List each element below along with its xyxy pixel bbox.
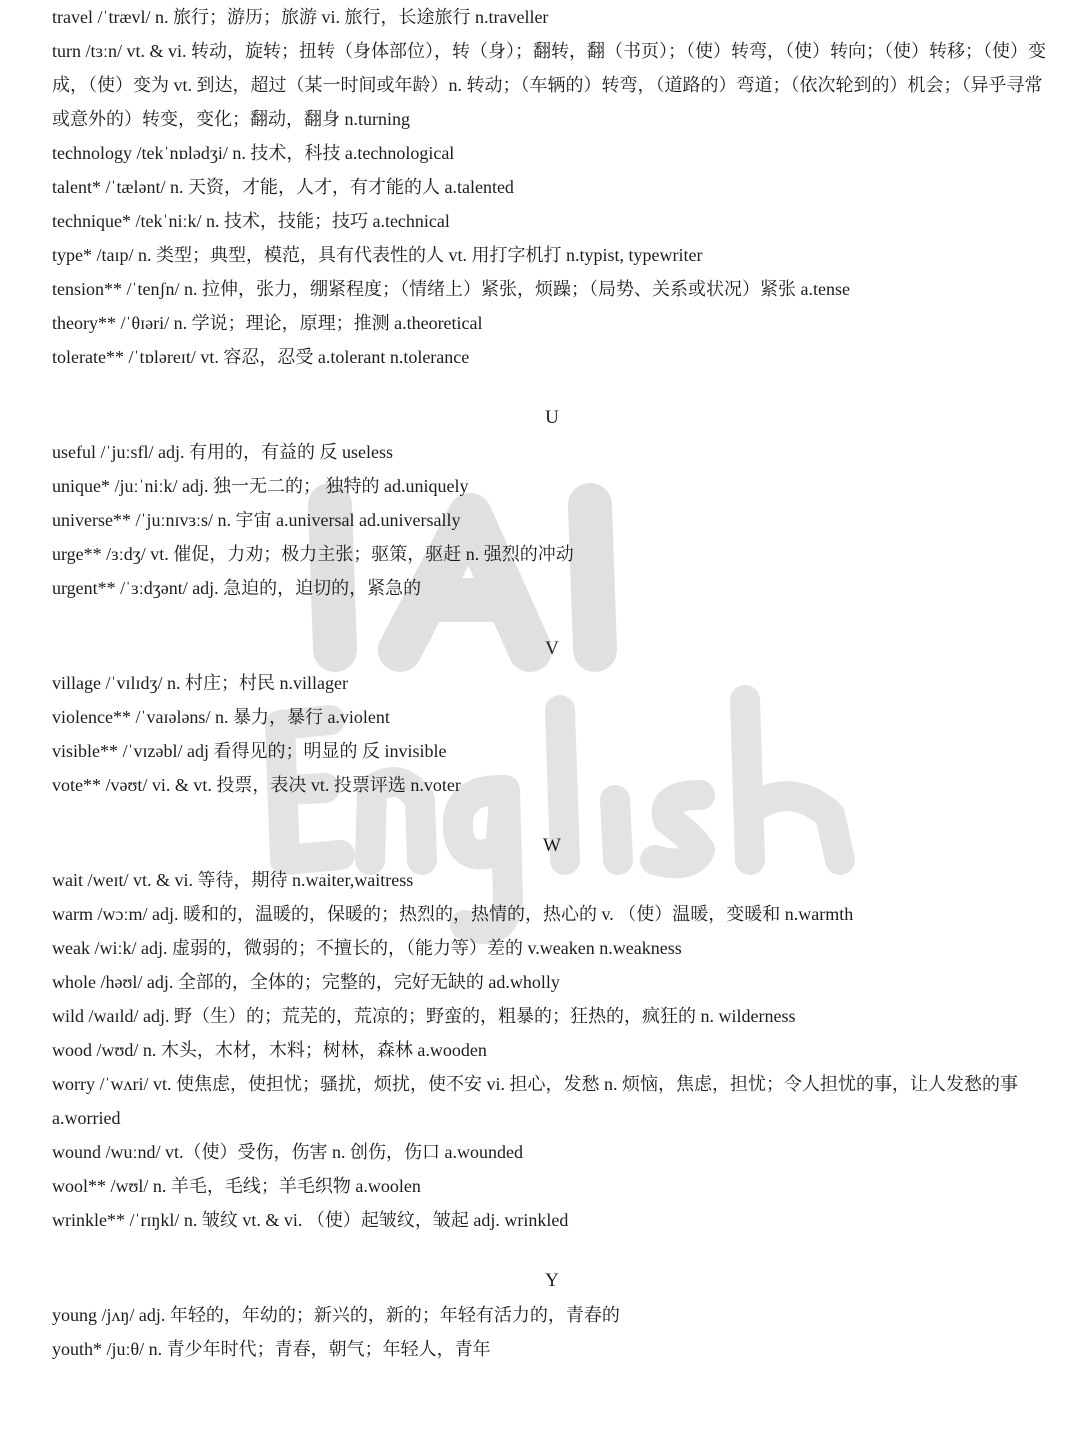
vocab-entry: weak /wiːk/ adj. 虚弱的，微弱的；不擅长的，（能力等）差的 v.weaken n.weakness (52, 938, 682, 958)
watermark-text-1: IAI (538, 649, 542, 651)
vocab-entry: tolerate** /ˈtɒləreɪt/ vt. 容忍，忍受 a.tolerant n.tolerance (52, 347, 470, 367)
vocab-entry: wild /waɪld/ adj. 野（生）的；荒芜的，荒凉的；野蛮的，粗暴的；狂热的，疯狂的 n. wilderness (52, 1006, 796, 1026)
watermark-text-2: English (536, 859, 544, 861)
section-letter-heading: V (545, 638, 559, 659)
vocab-entry: wool** /wʊl/ n. 羊毛，毛线；羊毛织物 a.woolen (52, 1176, 421, 1196)
vocab-entry: universe** /ˈjuːnɪvɜːs/ n. 宇宙 a.universal ad.universally (52, 510, 461, 530)
vocab-entry: worry /ˈwʌri/ vt. 使焦虑，使担忧；骚扰，烦扰，使不安 vi. 担心，发愁 n. 烦恼，焦虑，担忧；令人担忧的事，让人发愁的事 a.worried (52, 1074, 1018, 1128)
vocab-entry: youth* /juːθ/ n. 青少年时代；青春，朝气；年轻人，青年 (52, 1339, 491, 1359)
vocab-entry: wood /wʊd/ n. 木头，木材，木料；树林，森林 a.wooden (52, 1040, 487, 1060)
vocab-entry: vote** /vəʊt/ vi. & vt. 投票，表决 vt. 投票评选 n.voter (52, 775, 461, 795)
vocab-entry: technology /tekˈnɒlədʒi/ n. 技术，科技 a.technological (52, 143, 455, 163)
vocab-entry: theory** /ˈθɪəri/ n. 学说；理论，原理；推测 a.theoretical (52, 313, 483, 333)
section-spacer (52, 374, 1052, 401)
vocab-entry: technique* /tekˈniːk/ n. 技术，技能；技巧 a.technical (52, 211, 450, 231)
vocab-entry: urge** /ɜːdʒ/ vt. 催促，力劝；极力主张；驱策，驱赶 n. 强烈的冲动 (52, 544, 574, 564)
section-letter-heading: Y (545, 1270, 559, 1291)
vocab-entry: warm /wɔːm/ adj. 暖和的，温暖的，保暖的；热烈的，热情的，热心的 v. （使）温暖，变暖和 n.warmth (52, 904, 854, 924)
vocab-entry: village /ˈvɪlɪdʒ/ n. 村庄；村民 n.villager (52, 673, 348, 693)
vocab-entry: type* /taɪp/ n. 类型；典型，模范，具有代表性的人 vt. 用打字机打 n.typist, typewriter (52, 245, 703, 265)
vocab-entry: violence** /ˈvaɪələns/ n. 暴力，暴行 a.violent (52, 707, 390, 727)
vocab-entry: wound /wuːnd/ vt.（使）受伤，伤害 n. 创伤，伤口 a.wounded (52, 1142, 523, 1162)
section-letter-heading: W (543, 835, 561, 856)
vocab-entry: talent* /ˈtælənt/ n. 天资，才能，人才，有才能的人 a.talented (52, 177, 514, 197)
section-spacer (52, 802, 1052, 829)
vocab-entry: wait /weɪt/ vt. & vi. 等待，期待 n.waiter,waitress (52, 870, 414, 890)
section-spacer (52, 605, 1052, 632)
vocab-entry: tension** /ˈtenʃn/ n. 拉伸，张力，绷紧程度；（情绪上）紧张，烦躁；（局势、关系或状况）紧张 a.tense (52, 279, 850, 299)
vocab-entry: useful /ˈjuːsfl/ adj. 有用的，有益的 反 useless (52, 442, 393, 462)
vocab-entry: urgent** /ˈɜːdʒənt/ adj. 急迫的，迫切的，紧急的 (52, 578, 422, 598)
section-letter-heading: U (545, 407, 559, 428)
vocabulary-list (52, 0, 1052, 1366)
vocab-entry: unique* /juːˈniːk/ adj. 独一无二的； 独特的 ad.uniquely (52, 476, 469, 496)
section-spacer (52, 1237, 1052, 1264)
vocab-entry: travel /ˈtrævl/ n. 旅行；游历；旅游 vi. 旅行，长途旅行 n.traveller (52, 7, 549, 27)
vocab-entry: wrinkle** /ˈrɪŋkl/ n. 皱纹 vt. & vi. （使）起皱纹，皱起 adj. wrinkled (52, 1210, 569, 1230)
vocab-entry: visible** /ˈvɪzəbl/ adj 看得见的；明显的 反 invisible (52, 741, 447, 761)
vocab-entry: whole /həʊl/ adj. 全部的，全体的；完整的，完好无缺的 ad.wholly (52, 972, 560, 992)
vocab-entry: turn /tɜːn/ vt. & vi. 转动，旋转；扭转（身体部位），转（身）；翻转，翻（书页）；（使）转弯，（使）转向；（使）转移；（使）变成，（使）变为 vt. 到达，超过（某一时间或年龄）n. 转动；（车辆的）转弯，（道路的）弯道；（依次轮到的）机会；（异乎寻常或意外的）转变，变化；翻动，翻身 n.turning (52, 41, 1047, 129)
vocab-entry: young /jʌŋ/ adj. 年轻的，年幼的；新兴的，新的；年轻有活力的，青春的 (52, 1305, 620, 1325)
